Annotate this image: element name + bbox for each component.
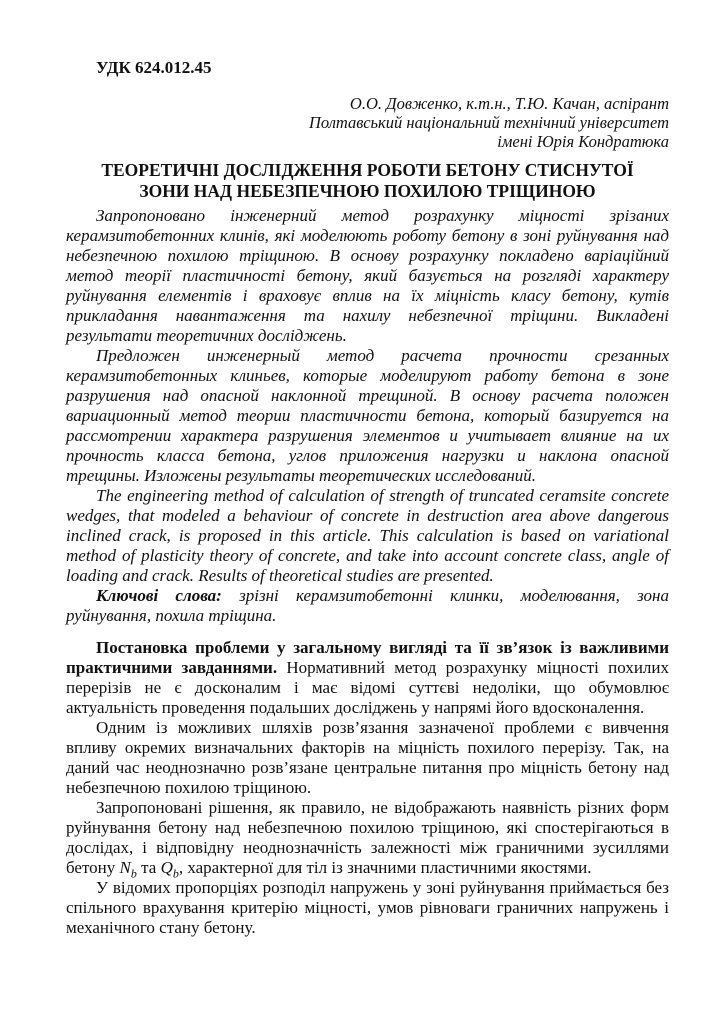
body-paragraph-problem-statement [66, 638, 669, 718]
body-paragraph-4: У відомих пропорціях розподіл напружень у зоні руйнування приймається без спільного врахування критерію міцності, умов рівноваги граничних напружень і механічного стану бетону. [66, 878, 669, 937]
abstract-english: The engineering method of calculation of strength of truncated ceramsite concrete wedges, that modeled a behaviour of concrete in destruction area above dangerous inclined crack, is proposed in this article. This calculation is based on variational method of plasticity theory of concrete, and take into account concrete class, angle of loading and crack. Results of theoretical studies are presented. [66, 486, 669, 585]
affiliation-line: Полтавський національний технічний університет [308, 113, 669, 132]
paper-title [66, 160, 669, 202]
variable-letter: N [119, 858, 131, 877]
paragraph-text: Нормативний метод розрахунку міцності похилих перерізів не є досконалим і має відомі суттєві недоліки, що обумовлює актуальність проведення подальших досліджень у напрямі його вдосконалення. [66, 658, 669, 717]
paper-title-line-2: ЗОНИ НАД НЕБЕЗПЕЧНОЮ ПОХИЛОЮ ТРІЩИНОЮ [139, 181, 596, 201]
body-section [66, 638, 669, 938]
body-paragraph-3 [66, 798, 669, 881]
paper-title-line-1: ТЕОРЕТИЧНІ ДОСЛІДЖЕННЯ РОБОТИ БЕТОНУ СТИСНУТОЇ [101, 160, 634, 180]
paragraph-lead-in: Постановка проблеми у загальному вигляді та її зв’язок із важливими практичними завданнями. [66, 638, 669, 677]
variable-Qb [160, 858, 179, 881]
keywords-label: Ключові слова: [96, 586, 222, 605]
affiliation-line-2: імені Юрія Кондратюка [497, 132, 669, 151]
abstract-russian: Предложен инженерный метод расчета прочности срезанных керамзитобетонных клиньев, которые моделируют работу бетона в зоне разрушения над опасной наклонной трещиной. В основу расчета положен вариационный метод теории пластичности бетона, который базируется на рассмотрении характера разрушения элементов и учитывает влияние на их прочность класса бетона, углов приложения нагрузки и наклона опасной трещины. Изложены результаты теоретических исследований. [66, 346, 669, 485]
variable-subscript: b [172, 866, 179, 881]
variable-subscript: b [130, 866, 137, 881]
keywords-paragraph [66, 586, 669, 626]
paragraph-text-part-2: , характерної для тіл із значними пластичними якостями. [178, 858, 592, 877]
paragraph-text-part-1: Запропоновані рішення, як правило, не відображають наявність різних форм руйнування бетону над небезпечною похилою тріщиною, які спостерігаються в дослідах, і відповідну неоднозначність залежності між граничними зусиллями бетону [66, 798, 669, 877]
abstracts-section [66, 206, 669, 626]
paragraph-text-mid: та [136, 858, 161, 877]
abstract-ukrainian: Запропоновано інженерний метод розрахунку міцності зрізаних керамзитобетонних клинів, які моделюють роботу бетону в зоні руйнування над небезпечною похилою тріщиною. В основу розрахунку покладено варіаційний метод теорії пластичності бетону, який базується на розгляді характеру руйнування елементів і враховує вплив на їх міцність класу бетону, кутів прикладання навантаження та нахилу небезпечної тріщини. Викладені результати теоретичних досліджень. [66, 206, 669, 345]
author-block [66, 94, 669, 151]
keywords-text: зрізні керамзитобетонні клинки, моделювання, зона руйнування, похила тріщина. [66, 586, 669, 625]
variable-Nb [119, 858, 137, 881]
variable-letter: Q [160, 858, 173, 877]
udc-code: УДК 624.012.45 [96, 58, 212, 77]
author-line: О.О. Довженко, к.т.н., Т.Ю. Качан, аспірант [349, 94, 669, 113]
body-paragraph-2: Одним із можливих шляхів розв’язання зазначеної проблеми є вивчення впливу окремих визначальних факторів на міцність похилого перерізу. Так, на даний час неоднозначно розв’язане центральне питання про міцність бетону над небезпечною похилою тріщиною. [66, 718, 669, 797]
